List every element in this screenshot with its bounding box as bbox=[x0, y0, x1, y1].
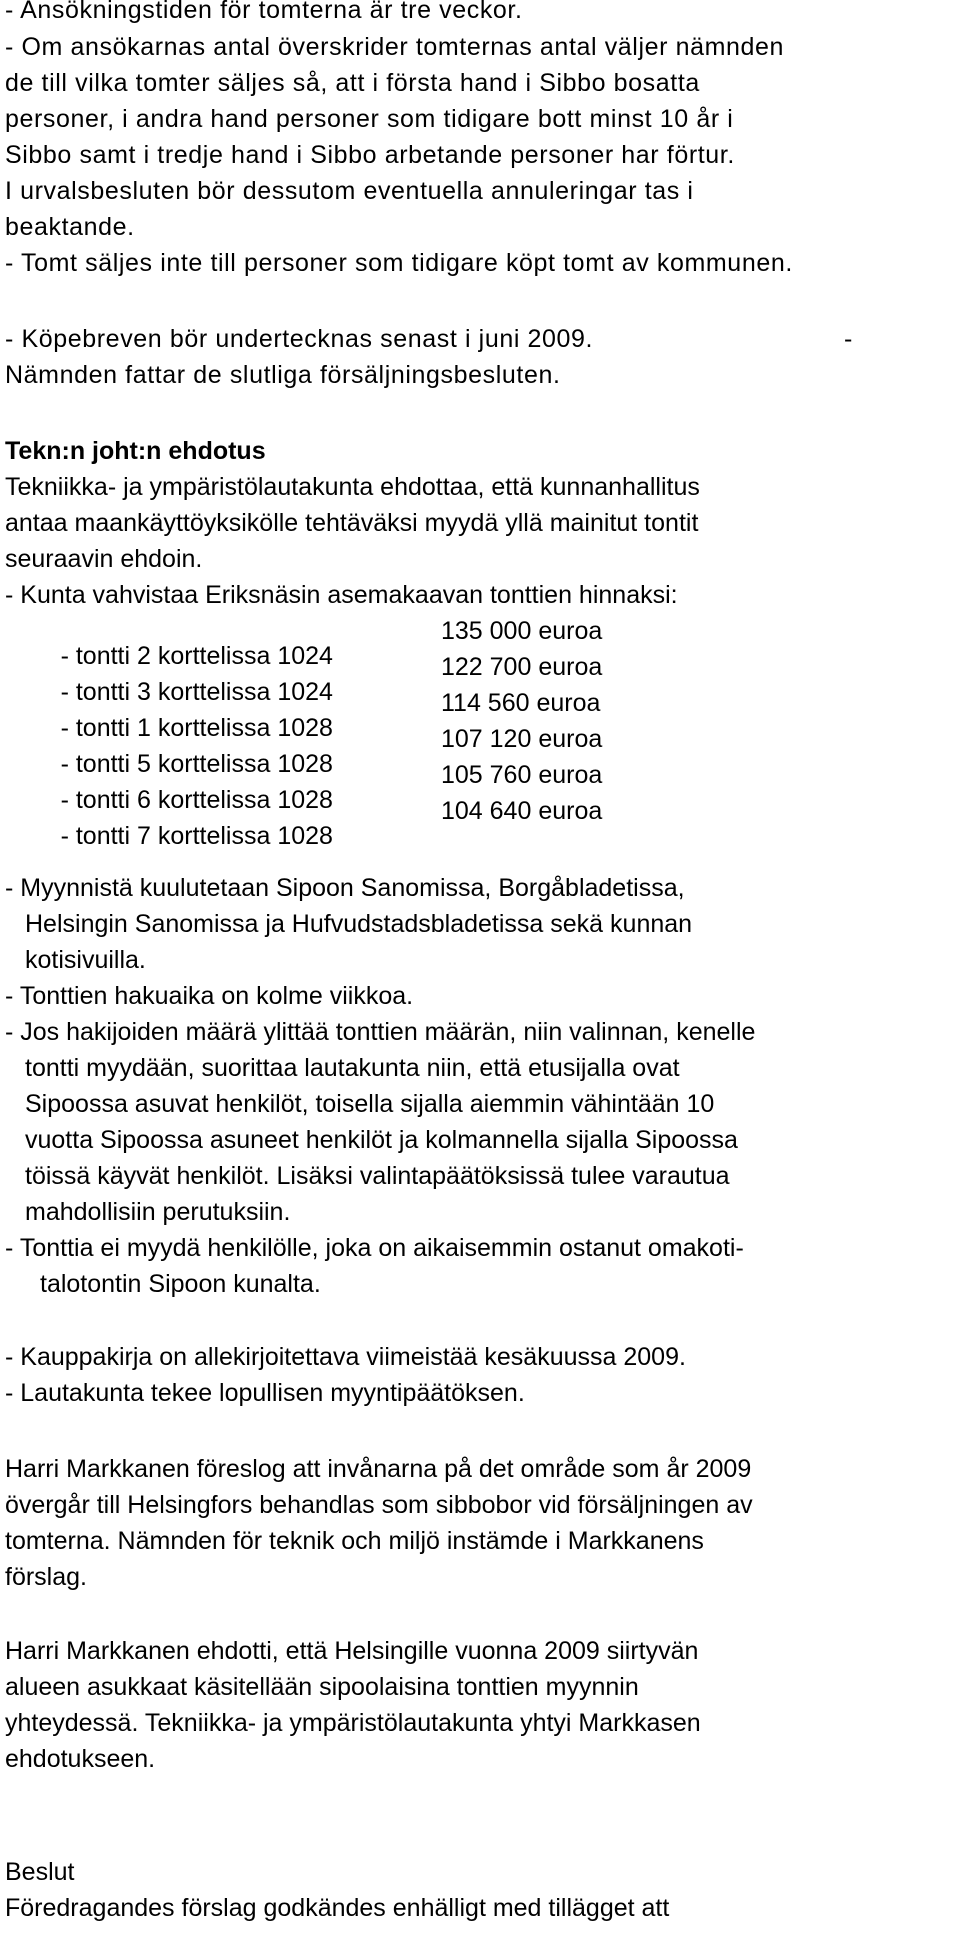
text-line: de till vilka tomter säljes så, att i första hand i Sibbo bosatta bbox=[5, 69, 700, 97]
text-line: Harri Markkanen föreslog att invånarna på det område som år 2009 bbox=[5, 1455, 752, 1483]
text-line: - Lautakunta tekee lopullisen myyntipäätöksen. bbox=[5, 1379, 525, 1407]
plot-price: 104 640 euroa bbox=[441, 797, 603, 825]
text-line: - Om ansökarnas antal överskrider tomternas antal väljer nämnden bbox=[5, 33, 785, 61]
text-line: personer, i andra hand personer som tidigare bott minst 10 år i bbox=[5, 105, 734, 133]
text-line: - bbox=[844, 325, 853, 353]
text-line: töissä käyvät henkilöt. Lisäksi valintapäätöksissä tulee varautua bbox=[25, 1162, 730, 1190]
plot-label: - tontti 7 korttelissa 1028 bbox=[60, 822, 333, 850]
plot-price: 135 000 euroa bbox=[441, 617, 603, 645]
text-line: - Kunta vahvistaa Eriksnäsin asemakaavan tonttien hinnaksi: bbox=[5, 581, 678, 609]
plot-label: - tontti 3 korttelissa 1024 bbox=[60, 678, 333, 706]
text-line: vuotta Sipoossa asuneet henkilöt ja kolmannella sijalla Sipoossa bbox=[25, 1126, 738, 1154]
plot-label: - tontti 6 korttelissa 1028 bbox=[60, 786, 333, 814]
text-line: Sibbo samt i tredje hand i Sibbo arbetande personer har förtur. bbox=[5, 141, 735, 169]
text-line: - Köpebreven bör undertecknas senast i juni 2009. bbox=[5, 325, 594, 353]
text-line: mahdollisiin perutuksiin. bbox=[25, 1198, 291, 1226]
plot-price: 114 560 euroa bbox=[441, 689, 601, 717]
text-line: antaa maankäyttöyksikölle tehtäväksi myydä yllä mainitut tontit bbox=[5, 509, 699, 537]
section-heading: Beslut bbox=[5, 1858, 75, 1886]
text-line: - Tonttien hakuaika on kolme viikkoa. bbox=[5, 982, 414, 1010]
text-line: ehdotukseen. bbox=[5, 1745, 156, 1773]
text-line: talotontin Sipoon kunalta. bbox=[40, 1270, 321, 1298]
text-line: - Kauppakirja on allekirjoitettava viimeistää kesäkuussa 2009. bbox=[5, 1343, 686, 1371]
text-line: tomterna. Nämnden för teknik och miljö instämde i Markkanens bbox=[5, 1527, 704, 1555]
plot-price: 122 700 euroa bbox=[441, 653, 603, 681]
text-line: övergår till Helsingfors behandlas som sibbobor vid försäljningen av bbox=[5, 1491, 753, 1519]
text-line: Sipoossa asuvat henkilöt, toisella sijalla aiemmin vähintään 10 bbox=[25, 1090, 715, 1118]
text-line: beaktande. bbox=[5, 213, 135, 241]
section-heading: Tekn:n joht:n ehdotus bbox=[5, 437, 266, 465]
plot-label: - tontti 2 korttelissa 1024 bbox=[60, 642, 333, 670]
text-line: I urvalsbesluten bör dessutom eventuella annuleringar tas i bbox=[5, 177, 694, 205]
text-line: förslag. bbox=[5, 1563, 87, 1591]
text-line: yhteydessä. Tekniikka- ja ympäristölautakunta yhtyi Markkasen bbox=[5, 1709, 701, 1737]
text-line: - Jos hakijoiden määrä ylittää tonttien määrän, niin valinnan, kenelle bbox=[5, 1018, 756, 1046]
text-line: - Tomt säljes inte till personer som tidigare köpt tomt av kommunen. bbox=[5, 249, 793, 277]
text-line: Nämnden fattar de slutliga försäljningsbesluten. bbox=[5, 361, 561, 389]
text-line: tontti myydään, suorittaa lautakunta niin, että etusijalla ovat bbox=[25, 1054, 680, 1082]
text-line: alueen asukkaat käsitellään sipoolaisina tonttien myynnin bbox=[5, 1673, 639, 1701]
plot-price: 107 120 euroa bbox=[441, 725, 603, 753]
plot-label: - tontti 1 korttelissa 1028 bbox=[60, 714, 333, 742]
text-line: Harri Markkanen ehdotti, että Helsingille vuonna 2009 siirtyvän bbox=[5, 1637, 699, 1665]
text-line: - Myynnistä kuulutetaan Sipoon Sanomissa, Borgåbladetissa, bbox=[5, 874, 685, 902]
text-line: Föredragandes förslag godkändes enhälligt med tillägget att bbox=[5, 1894, 670, 1922]
text-line: - Tonttia ei myydä henkilölle, joka on aikaisemmin ostanut omakoti- bbox=[5, 1234, 744, 1262]
text-line: seuraavin ehdoin. bbox=[5, 545, 203, 573]
text-line: kotisivuilla. bbox=[25, 946, 146, 974]
text-line: Tekniikka- ja ympäristölautakunta ehdottaa, että kunnanhallitus bbox=[5, 473, 700, 501]
text-line: - Ansökningstiden för tomterna är tre veckor. bbox=[5, 0, 523, 24]
text-line: Helsingin Sanomissa ja Hufvudstadsbladetissa sekä kunnan bbox=[25, 910, 693, 938]
plot-label: - tontti 5 korttelissa 1028 bbox=[60, 750, 333, 778]
plot-price: 105 760 euroa bbox=[441, 761, 603, 789]
